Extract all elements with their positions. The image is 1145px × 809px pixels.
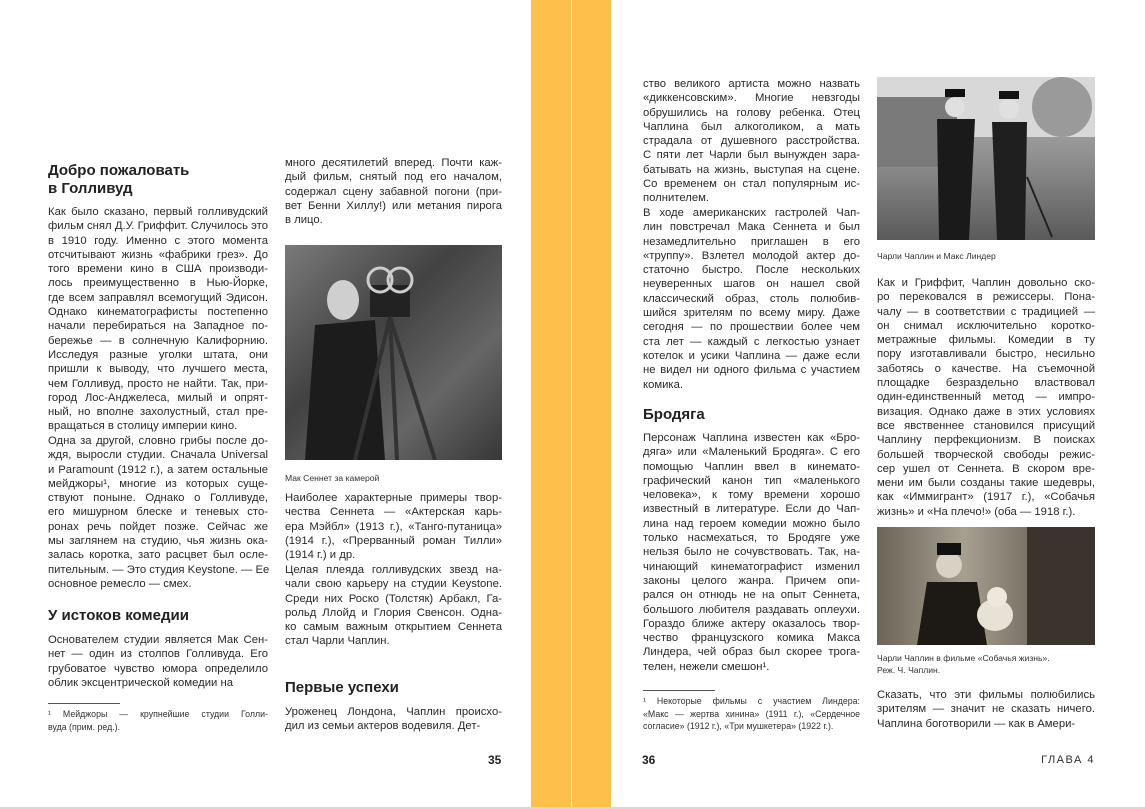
section-heading [48,162,268,198]
text-line: нет — один из столпов Голливуда. Его [48,648,268,661]
text-line: вуда (прим. ред.). [48,721,121,732]
text-line: ство великого артиста можно назвать [643,78,860,90]
text-line: Персонаж Чаплина известен как «Бро- [643,432,860,444]
text-line: Наиболее характерные примеры твор- [285,492,502,504]
text-line: того времени кино в США производи- [48,263,268,276]
text-line: ронах речь пойдет позже. Сейчас же [48,520,268,533]
photo-image [877,77,1095,240]
text-line: фильм снял Д.У. Гриффит. Случилось это [48,220,268,233]
photo-image [877,527,1095,645]
text-line: дяга» или «Маленький Бродяга». С его [643,446,860,459]
text-line: жизнь» и «На плечо!» (оба — 1918 г.). [877,505,1076,518]
text-line: нельзя было не сочувствовать. Так, на- [643,546,860,559]
text-line: ный, но вполне захолустный, стал пре- [48,406,268,419]
text-line: Как было сказано, первый голливудский [48,206,268,218]
text-line: облик эксцентрической комедии на [48,676,233,689]
text-line: основное ремесло — смех. [48,577,192,590]
text-line: законы целого жанра. Причем опи- [643,574,860,587]
text-line: Сказать, что эти фильмы полюбились [877,689,1095,701]
text-line: чества Сеннета — «Актерская карь- [285,506,502,519]
text-line: «диккенсовским». Многие невзгоды [643,92,860,105]
text-line: большей творческой свободы режис- [877,448,1095,461]
text-line: зрителям — значит не сказать ничего. [877,703,1095,716]
text-line: площадке безраздельно властвовал [877,377,1095,390]
text-line: лось преимущественно в Нью-Йорке, [48,277,268,290]
paragraph [877,688,1095,731]
photo-image [285,245,502,460]
footnote-divider [643,690,715,691]
text-line: ко самым важным открытием Сеннета [285,621,502,634]
text-line: много десятилетий вперед. Почти каж- [285,157,502,169]
text-line: ждя, выросли студии. Сначала Universal [48,449,268,462]
text-line: человека», к тому времени хорошо [643,489,860,502]
section-heading: Первые успехи [285,679,399,696]
text-line: лин повстречал Мака Сеннета и был [643,221,860,234]
text-line: С пяти лет Чарли был вынужден зара- [643,149,860,162]
text-line: чем Голливуд, просто не найти. Так, при- [48,377,268,390]
paragraph [643,431,860,674]
text-line: не видел ни одного фильма с участием [643,364,860,377]
right-page [611,0,1145,807]
text-line: пришли к выводу, что лучшего места, [48,363,268,376]
text-line: залась коротка, зато расцвет был осле- [48,549,268,562]
paragraph [285,563,502,649]
text-line: только насмехаться, то Бродяге уже [643,532,860,545]
text-line: (1914 г.), «Прерванный роман Тилли» [285,534,502,547]
text-line: чалу — в соответствии с традицией — [877,305,1095,318]
text-line: Одна за другой, словно грибы после до- [48,435,268,447]
gutter-accent-strip [572,0,611,807]
text-line: классический образ, столь полюбив- [643,292,860,305]
photo-caption: Мак Сеннет за камерой [285,473,380,483]
text-line: чали свою карьеру на студии Keystone. [285,578,502,591]
text-line: неуверенных шагов он нашел свой [643,278,860,291]
text-line: бережье — в солнечную Калифорнию. [48,334,268,347]
text-line: начали перебираться на Западное по- [48,320,268,333]
text-line: пительным. — Это студия Keystone. — Ее [48,563,270,576]
text-line: большого любителя раздавать оплеухи. [643,603,860,616]
text-line: мейджоры¹, многие из которых суще- [48,477,268,490]
text-line: город Лос-Анджелеса, милый и опрят- [48,391,268,404]
text-line: вращаться в столицу империи кино. [48,420,238,433]
text-line: согласие» (1912 г.), «Три мушкетера» (1922 г.). [643,721,834,731]
text-line: заботясь о качестве. На съемочной [877,362,1095,375]
text-line: батывать на жизнь, выступая на сцене. [643,163,860,176]
text-line: грубоватое чувство юмора определило [48,662,268,675]
text-line: ¹ Мейджоры — крупнейшие студии Голли- [48,709,268,719]
text-line: дый фильм, снятый под его началом, [285,171,502,184]
paragraph [48,633,268,690]
text-line: он снимал исключительно коротко- [877,319,1095,332]
text-line: страдала от душевного расстройства. [643,135,860,148]
text-line: в 1910 году. Именно с этого момента [48,234,268,247]
text-line: мы заглянем на студию, чья жизнь ока- [48,535,268,548]
text-line: чество французского комика Макса [643,632,860,645]
text-line: помощью Чаплин ввел в кинемато- [643,460,860,473]
text-line: Основателем студии является Мак Сен- [48,634,268,646]
text-line: статочно быстро. После нескольких [643,264,860,277]
text-line: ствуют поныне. Однако о Голливуде, [48,492,268,505]
text-line: как «Иммигрант» (1917 г.), «Собачья [877,491,1095,504]
paragraph [643,206,860,392]
text-line: все явственнее становился присущий [877,419,1095,432]
text-line: пору изготавливали быстро, несильно [877,348,1095,361]
text-line: ¹ Некоторые фильмы с участием Линдера: [643,696,860,706]
text-line: Чаплину перфекционизм. В поисках [877,434,1095,447]
text-line: чинающий кинематографист изменил [643,560,860,573]
text-line: рольд Ллойд и Глория Свенсон. Одна- [285,606,502,619]
footnote [643,695,860,733]
text-line: ера Мэйбл» (1913 г.), «Танго-путаница» [285,520,502,533]
text-line: дил из семьи актеров водевиля. Дет- [285,720,481,733]
text-line: вет Бенни Хиллу!) или метания пирога [285,199,502,212]
section-heading: Бродяга [643,406,705,423]
text-line: где всем заправлял всемогущий Эдисон. [48,291,268,304]
text-line: незамедлительно приглашен в его [643,235,860,248]
text-line: рался он отнюдь не на опыт Сеннета, [643,589,860,602]
page-number: 35 [488,753,502,767]
text-line: телен, нежели смешон¹. [643,660,770,673]
text-line: Линдера, чей образ был скорее трога- [643,646,860,659]
text-line: Реж. Ч. Чаплин. [877,665,941,675]
page-number: 36 [642,753,656,767]
paragraph [285,491,502,562]
paragraph [877,276,1095,519]
text-line: «труппу». Взлетел молодой актер до- [643,249,860,262]
text-line: мени им были созданы такие шедевры, [877,477,1095,490]
text-line: котелок и усики Чаплина — даже если [643,349,860,362]
gutter-accent-strip [531,0,571,807]
text-line: графический канон тип «маленького [643,474,860,487]
text-line: визация. Однако даже в этих условиях [877,405,1095,418]
paragraph [285,156,502,227]
text-line: Чаплина был алкоголиком, а мать [643,120,860,133]
text-line: Исследуя разные уголки штата, они [48,348,268,361]
text-line: шийся зрителям по всему миру. Даже [643,307,860,320]
paragraph [643,77,860,206]
text-line: ро перековался в режиссеры. Пона- [877,291,1095,304]
footnote [48,708,268,733]
photo-dogs-life [877,527,1095,645]
photo-caption: Чарли Чаплин и Макс Линдер [877,251,996,261]
chapter-label: ГЛАВА 4 [1041,754,1095,766]
photo-caption [877,652,1095,676]
text-line: сер ушел от Сеннета. В скором вре- [877,462,1095,475]
paragraph [48,434,268,591]
text-line: Чаплина боготворили — как в Амери- [877,717,1076,730]
text-line: сегодня — по прошествии более чем [643,321,860,334]
paragraph [285,705,502,734]
text-line: и Paramount (1912 г.), а затем остальные [48,463,268,476]
text-line: Со временем он стал популярным ис- [643,178,860,191]
text-line: отсчитывают жизнь «фабрики грез». До [48,248,268,261]
text-line: (1914 г.) и др. [285,549,356,562]
text-line: содержал сцену забавной погони (при- [285,185,502,198]
text-line: Целая плеяда голливудских звезд на- [285,564,502,576]
left-page [0,0,531,807]
text-line: Однако кинематографисты постепенно [48,306,268,319]
paragraph [48,205,268,434]
text-line: Среди них Роско (Толстяк) Арбакл, Га- [285,592,502,605]
text-line: лина над героем комедии можно было [643,517,860,530]
text-line: Уроженец Лондона, Чаплин происхо- [285,706,502,718]
text-line: обрушились на голову ребенка. Отец [643,106,860,119]
text-line: комика. [643,378,684,391]
text-line: Чарли Чаплин в фильме «Собачья жизнь». [877,653,1050,663]
text-line: полнителем. [643,192,710,205]
text-line: Гораздо ближе актеру оказалось твор- [643,617,860,630]
text-line: известный в литературе. Если до Чап- [643,503,860,516]
section-heading: У истоков комедии [48,607,189,624]
text-line: стал Чарли Чаплин. [285,635,390,648]
text-line: Добро пожаловать [48,162,190,179]
text-line: Как и Гриффит, Чаплин довольно ско- [877,277,1095,289]
text-line: метражные фильмы. Комедии в ту [877,334,1095,347]
text-line: ста лет — каждый с легкостью узнает [643,335,860,348]
text-line: «Макс — жертва хинина» (1911 г.), «Сердечное [643,708,860,719]
text-line: в Голливуд [48,180,133,197]
photo-chaplin-linder [877,77,1095,240]
text-line: один-единственный метод — импро- [877,391,1095,404]
footnote-divider [48,703,120,704]
text-line: В ходе американских гастролей Чап- [643,207,860,219]
text-line: в лицо. [285,214,323,227]
text-line: его мишурном блеске и теневых сто- [48,506,268,519]
photo-mack-sennett-camera [285,245,502,460]
